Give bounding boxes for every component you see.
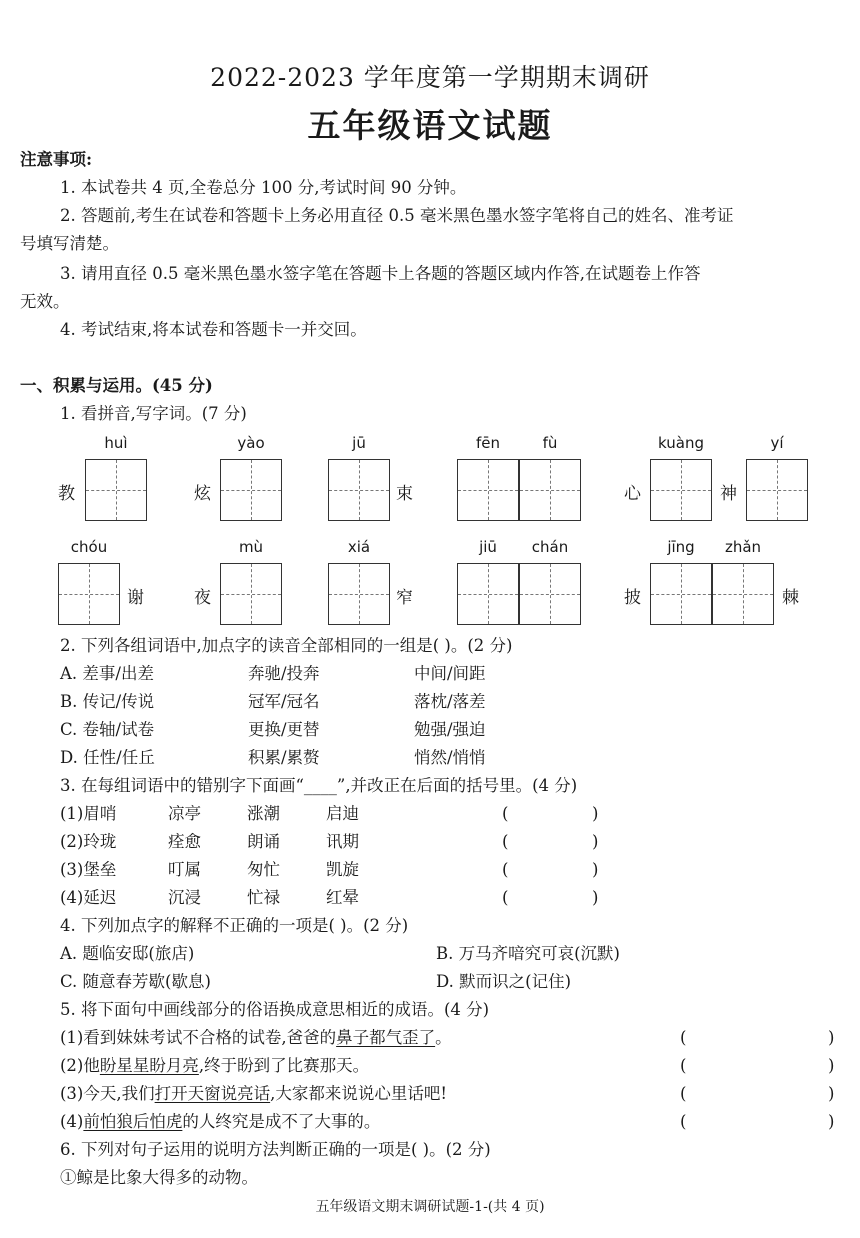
sentence-4 — [60, 1108, 380, 1135]
writing-grid-box[interactable] — [746, 459, 808, 521]
word: 讯期 — [326, 832, 359, 851]
word: 匆忙 — [247, 860, 280, 879]
answer-paren-close: ) — [828, 1028, 835, 1047]
word: 痊愈 — [168, 832, 201, 851]
answer-paren-open[interactable]: ( — [502, 860, 509, 879]
word-group: (3)堡垒 — [60, 860, 117, 879]
sentence-3 — [60, 1080, 447, 1107]
question-4-title: 4. 下列加点字的解释不正确的一项是( )。(2 分) — [60, 916, 409, 935]
pinyin: xiá — [347, 538, 371, 556]
pinyin: kuàng — [658, 434, 704, 452]
option-d[interactable]: D. 任性/任丘 — [60, 748, 155, 767]
word: 忙禄 — [247, 888, 280, 907]
writing-grid-box[interactable] — [650, 459, 712, 521]
writing-grid-box[interactable] — [85, 459, 147, 521]
answer-paren-close: ) — [592, 804, 599, 823]
word: 红晕 — [326, 888, 359, 907]
answer-paren-open[interactable]: ( — [680, 1056, 687, 1075]
pinyin: zhǎn — [724, 538, 762, 556]
answer-paren-close: ) — [592, 832, 599, 851]
option-d-word-2: 积累/累赘 — [248, 748, 320, 767]
answer-paren-open[interactable]: ( — [502, 804, 509, 823]
word: 涨潮 — [247, 804, 280, 823]
answer-paren-close: ) — [828, 1112, 835, 1131]
question-5-title: 5. 将下面句中画线部分的俗语换成意思相近的成语。(4 分) — [60, 1000, 490, 1019]
option-c[interactable]: C. 卷轴/试卷 — [60, 720, 155, 739]
given-char: 教 — [58, 484, 75, 504]
given-char: 夜 — [194, 588, 211, 608]
writing-grid-box[interactable] — [220, 563, 282, 625]
sentence-1: ①鲸是比象大得多的动物。 — [60, 1168, 258, 1187]
question-6-title: 6. 下列对句子运用的说明方法判断正确的一项是( )。(2 分) — [60, 1140, 491, 1159]
question-1-title: 1. 看拼音,写字词。(7 分) — [60, 404, 247, 423]
answer-paren-open[interactable]: ( — [680, 1084, 687, 1103]
given-char: 棘 — [782, 588, 799, 608]
exam-title: 2022-2023 学年度第一学期期末调研 — [210, 63, 650, 92]
word-group: (2)玲珑 — [60, 832, 117, 851]
writing-grid-box[interactable] — [220, 459, 282, 521]
note-item-2-cont: 号填写清楚。 — [20, 234, 119, 253]
option-d[interactable]: D. 默而识之(记住) — [436, 972, 572, 991]
sentence-text: ,大家都来说说心里话吧! — [270, 1084, 448, 1103]
notes-heading: 注意事项: — [20, 150, 93, 169]
given-char: 披 — [624, 588, 641, 608]
option-a-word-3: 中间/间距 — [414, 664, 486, 683]
given-char: 心 — [624, 484, 641, 504]
sentence-text: (1)看到妹妹考试不合格的试卷,爸爸的 — [60, 1028, 337, 1047]
option-a[interactable]: A. 差事/出差 — [60, 664, 154, 683]
given-char: 束 — [396, 484, 413, 504]
answer-paren-open[interactable]: ( — [502, 888, 509, 907]
option-b[interactable]: B. 传记/传说 — [60, 692, 155, 711]
answer-paren-open[interactable]: ( — [680, 1028, 687, 1047]
writing-grid-box[interactable] — [328, 563, 390, 625]
word: 沉浸 — [168, 888, 201, 907]
word: 凉亭 — [168, 804, 201, 823]
pinyin: fù — [542, 434, 558, 452]
word: 朗诵 — [247, 832, 280, 851]
pinyin: jiū — [479, 538, 497, 556]
pinyin: jīng — [667, 538, 695, 556]
option-b-word-3: 落枕/落差 — [414, 692, 486, 711]
option-d-word-3: 悄然/悄悄 — [414, 748, 486, 767]
pinyin: chán — [531, 538, 569, 556]
answer-paren-close: ) — [828, 1084, 835, 1103]
option-a[interactable]: A. 题临安邸(旅店) — [60, 944, 195, 963]
option-c-word-2: 更换/更替 — [248, 720, 320, 739]
underlined-phrase: 盼星星盼月亮 — [99, 1056, 199, 1075]
sentence-1 — [60, 1024, 452, 1051]
word: 启迪 — [326, 804, 359, 823]
pinyin: chóu — [70, 538, 108, 556]
option-a-word-2: 奔驰/投奔 — [248, 664, 320, 683]
sentence-text: 的人终究是成不了大事的。 — [182, 1112, 381, 1131]
answer-paren-close: ) — [592, 860, 599, 879]
writing-grid-box[interactable] — [58, 563, 120, 625]
writing-grid-box[interactable] — [650, 563, 712, 625]
word: 凯旋 — [326, 860, 359, 879]
sentence-text: (4) — [60, 1112, 84, 1131]
word-group: (1)眉哨 — [60, 804, 117, 823]
exam-subtitle: 五年级语文试题 — [307, 106, 553, 145]
writing-grid-box[interactable] — [457, 459, 519, 521]
writing-grid-box[interactable] — [519, 459, 581, 521]
note-item-3: 3. 请用直径 0.5 毫米黑色墨水签字笔在答题卡上各题的答题区域内作答,在试题卷上作答 — [60, 264, 701, 283]
pinyin: yào — [237, 434, 265, 452]
answer-paren-close: ) — [828, 1056, 835, 1075]
underlined-phrase: 前怕狼后怕虎 — [83, 1112, 183, 1131]
given-char: 炫 — [194, 484, 211, 504]
answer-paren-open[interactable]: ( — [680, 1112, 687, 1131]
sentence-text: ,终于盼到了比赛那天。 — [198, 1056, 370, 1075]
sentence-text: 。 — [435, 1028, 452, 1047]
pinyin: huì — [104, 434, 128, 452]
word-group: (4)延迟 — [60, 888, 117, 907]
note-item-3-cont: 无效。 — [20, 292, 70, 311]
writing-grid-box[interactable] — [457, 563, 519, 625]
writing-grid-box[interactable] — [519, 563, 581, 625]
given-char: 谢 — [127, 588, 144, 608]
pinyin: mù — [238, 538, 264, 556]
pinyin: yí — [770, 434, 784, 452]
note-item-2: 2. 答题前,考生在试卷和答题卡上务必用直径 0.5 毫米黑色墨水签字笔将自己的姓名、准考证 — [60, 206, 734, 225]
underlined-phrase: 鼻子都气歪了 — [336, 1028, 436, 1047]
question-3-title: 3. 在每组词语中的错别字下面画“____”,并改正在后面的括号里。(4 分) — [60, 776, 578, 795]
writing-grid-box[interactable] — [328, 459, 390, 521]
pinyin: jū — [352, 434, 366, 452]
sentence-text: (2)他 — [60, 1056, 100, 1075]
given-char: 神 — [720, 484, 737, 504]
note-item-4: 4. 考试结束,将本试卷和答题卡一并交回。 — [60, 320, 367, 339]
word: 叮属 — [168, 860, 201, 879]
answer-paren-close: ) — [592, 888, 599, 907]
question-2-title: 2. 下列各组词语中,加点字的读音全部相同的一组是( )。(2 分) — [60, 636, 513, 655]
option-c-word-3: 勉强/强迫 — [414, 720, 486, 739]
given-char: 窄 — [396, 588, 413, 608]
section-heading: 一、积累与运用。(45 分) — [20, 376, 213, 395]
option-c[interactable]: C. 随意春芳歇(歇息) — [60, 972, 211, 991]
pinyin: fēn — [475, 434, 501, 452]
note-item-1: 1. 本试卷共 4 页,全卷总分 100 分,考试时间 90 分钟。 — [60, 178, 467, 197]
sentence-2 — [60, 1052, 369, 1079]
answer-paren-open[interactable]: ( — [502, 832, 509, 851]
writing-grid-box[interactable] — [712, 563, 774, 625]
option-b-word-2: 冠军/冠名 — [248, 692, 320, 711]
option-b[interactable]: B. 万马齐喑究可哀(沉默) — [436, 944, 620, 963]
page-footer: 五年级语文期末调研试题-1-(共 4 页) — [315, 1199, 545, 1215]
sentence-text: (3)今天,我们 — [60, 1084, 155, 1103]
underlined-phrase: 打开天窗说亮话 — [154, 1084, 271, 1103]
